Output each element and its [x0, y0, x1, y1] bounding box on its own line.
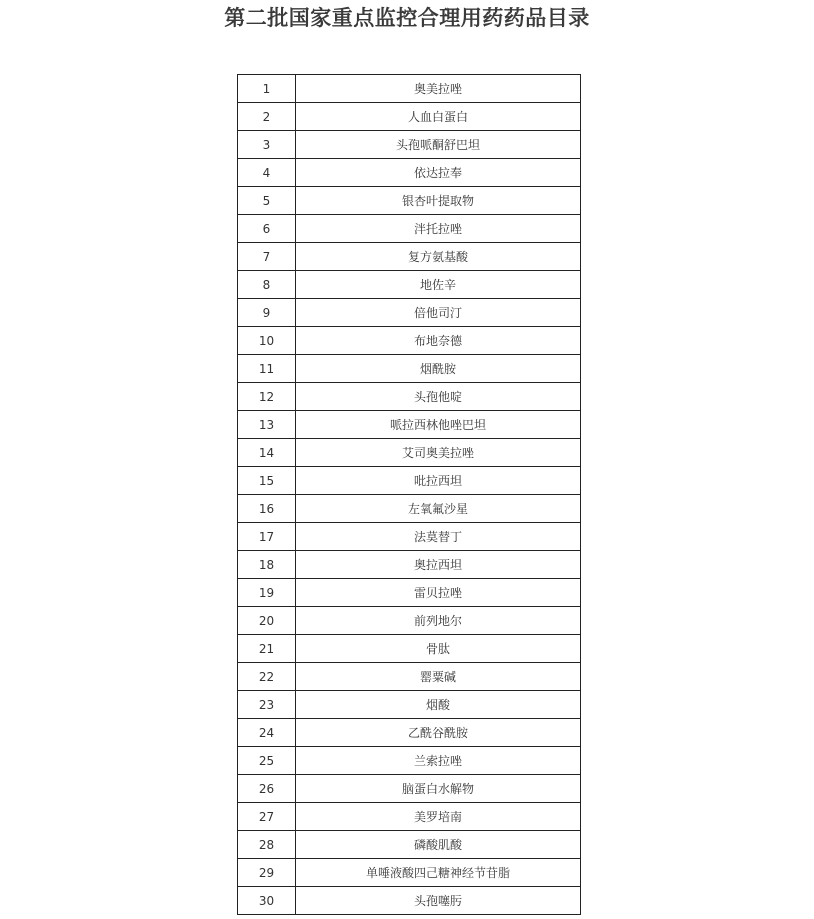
drug-name: 左氧氟沙星	[296, 495, 581, 523]
drug-name: 奥美拉唑	[296, 75, 581, 103]
row-number: 12	[238, 383, 296, 411]
drug-name: 哌拉西林他唑巴坦	[296, 411, 581, 439]
table-row	[238, 159, 581, 187]
drug-name: 烟酰胺	[296, 355, 581, 383]
drug-name: 乙酰谷酰胺	[296, 719, 581, 747]
row-number: 23	[238, 691, 296, 719]
drug-name: 前列地尔	[296, 607, 581, 635]
row-number: 22	[238, 663, 296, 691]
drug-name: 烟酸	[296, 691, 581, 719]
row-number: 25	[238, 747, 296, 775]
drug-name: 倍他司汀	[296, 299, 581, 327]
table-row	[238, 859, 581, 887]
row-number: 7	[238, 243, 296, 271]
table-row	[238, 551, 581, 579]
row-number: 10	[238, 327, 296, 355]
table-row	[238, 719, 581, 747]
drug-name: 头孢他啶	[296, 383, 581, 411]
row-number: 18	[238, 551, 296, 579]
drug-name: 兰索拉唑	[296, 747, 581, 775]
row-number: 15	[238, 467, 296, 495]
table-row	[238, 383, 581, 411]
drug-name: 依达拉奉	[296, 159, 581, 187]
row-number: 29	[238, 859, 296, 887]
row-number: 4	[238, 159, 296, 187]
drug-list-table	[237, 74, 581, 915]
row-number: 9	[238, 299, 296, 327]
table-row	[238, 439, 581, 467]
drug-name: 美罗培南	[296, 803, 581, 831]
row-number: 3	[238, 131, 296, 159]
table-row	[238, 103, 581, 131]
row-number: 2	[238, 103, 296, 131]
table-row	[238, 523, 581, 551]
row-number: 28	[238, 831, 296, 859]
row-number: 17	[238, 523, 296, 551]
drug-name: 脑蛋白水解物	[296, 775, 581, 803]
table-row	[238, 691, 581, 719]
table-row	[238, 187, 581, 215]
drug-name: 罂粟碱	[296, 663, 581, 691]
drug-name: 磷酸肌酸	[296, 831, 581, 859]
page-title: 第二批国家重点监控合理用药药品目录	[224, 5, 590, 30]
drug-name: 奥拉西坦	[296, 551, 581, 579]
table-row	[238, 131, 581, 159]
drug-name: 复方氨基酸	[296, 243, 581, 271]
row-number: 6	[238, 215, 296, 243]
row-number: 30	[238, 887, 296, 915]
table-row	[238, 327, 581, 355]
table-row	[238, 775, 581, 803]
row-number: 14	[238, 439, 296, 467]
drug-name: 人血白蛋白	[296, 103, 581, 131]
drug-name: 雷贝拉唑	[296, 579, 581, 607]
drug-name: 地佐辛	[296, 271, 581, 299]
drug-list-body	[238, 75, 581, 915]
row-number: 21	[238, 635, 296, 663]
row-number: 5	[238, 187, 296, 215]
table-row	[238, 635, 581, 663]
table-row	[238, 299, 581, 327]
table-row	[238, 607, 581, 635]
row-number: 8	[238, 271, 296, 299]
table-row	[238, 467, 581, 495]
row-number: 1	[238, 75, 296, 103]
table-row	[238, 495, 581, 523]
drug-name: 骨肽	[296, 635, 581, 663]
drug-name: 布地奈德	[296, 327, 581, 355]
row-number: 20	[238, 607, 296, 635]
table-row	[238, 271, 581, 299]
table-row	[238, 887, 581, 915]
table-row	[238, 215, 581, 243]
table-row	[238, 579, 581, 607]
row-number: 24	[238, 719, 296, 747]
table-row	[238, 663, 581, 691]
drug-name: 银杏叶提取物	[296, 187, 581, 215]
row-number: 11	[238, 355, 296, 383]
table-row	[238, 355, 581, 383]
drug-name: 头孢噻肟	[296, 887, 581, 915]
row-number: 13	[238, 411, 296, 439]
table-row	[238, 803, 581, 831]
drug-name: 单唾液酸四己糖神经节苷脂	[296, 859, 581, 887]
table-row	[238, 411, 581, 439]
drug-name: 头孢哌酮舒巴坦	[296, 131, 581, 159]
drug-name: 法莫替丁	[296, 523, 581, 551]
row-number: 16	[238, 495, 296, 523]
row-number: 26	[238, 775, 296, 803]
table-row	[238, 75, 581, 103]
drug-name: 吡拉西坦	[296, 467, 581, 495]
table-row	[238, 747, 581, 775]
table-row	[238, 831, 581, 859]
row-number: 19	[238, 579, 296, 607]
row-number: 27	[238, 803, 296, 831]
drug-name: 泮托拉唑	[296, 215, 581, 243]
table-row	[238, 243, 581, 271]
drug-name: 艾司奥美拉唑	[296, 439, 581, 467]
